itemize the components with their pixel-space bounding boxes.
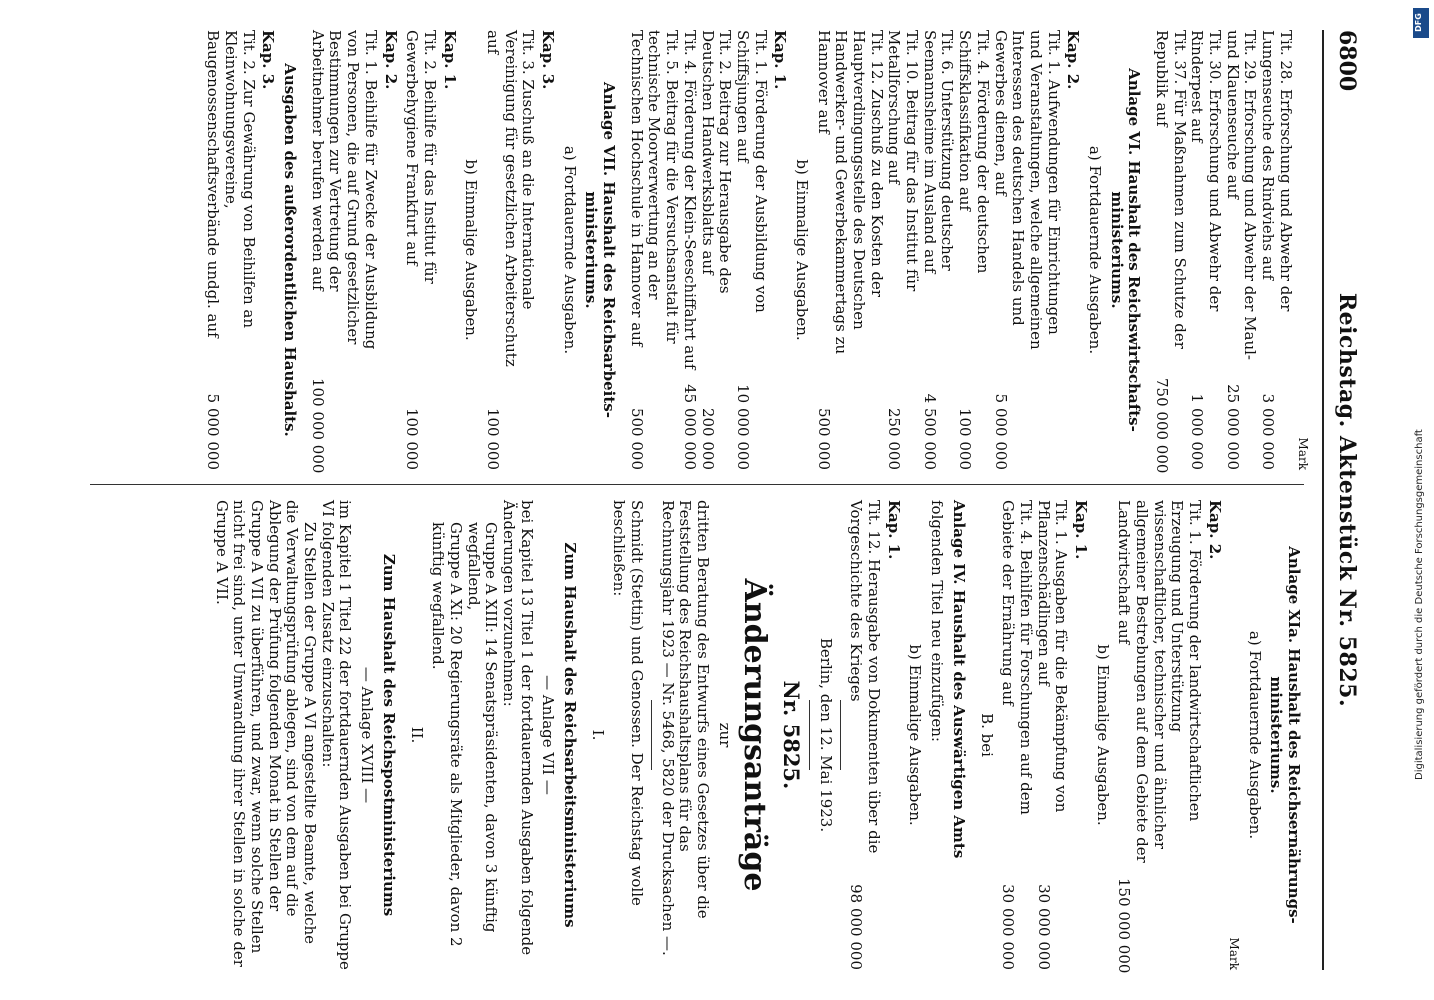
item-amount: 5 000 000: [204, 393, 223, 470]
budget-line-item: [1152, 30, 1189, 474]
anlage7-b-items: [403, 30, 438, 470]
budget-line-item: [1034, 500, 1069, 970]
section1-title: Zum Haushalt des Reichsarbeitsministeriums: [561, 542, 580, 928]
item-amount: 500 000: [814, 407, 833, 470]
document-page: [50, 0, 1384, 1000]
item-amount: 3 000 000: [1259, 393, 1278, 470]
item-amount: 5 000 000: [991, 393, 1010, 470]
item-text: Tit. 12. Herausgabe von Dokumenten über die Vorgeschichte des Krieges: [847, 500, 884, 854]
item-amount: 150 000 000: [1115, 878, 1134, 974]
separator-rule: [651, 700, 652, 770]
item-amount: 100 000: [403, 407, 422, 470]
unit-label: Mark: [1296, 437, 1310, 470]
anlage7-b2-items: [308, 30, 380, 474]
item-amount: 4 500 000: [920, 393, 939, 470]
budget-line-item: [627, 30, 680, 470]
item-amount: 30 000 000: [1034, 884, 1053, 970]
anlage4-intro: folgenden Titel neu einzufügen:: [928, 500, 947, 742]
section1-number: I.: [588, 729, 607, 741]
budget-line-item: [1188, 30, 1223, 470]
unit-label-right: Mark: [1226, 937, 1241, 970]
anlage7-a-heading: a) Fortdauernde Ausgaben.: [560, 145, 579, 355]
anlage4-items: [847, 500, 882, 970]
separator-rule: [840, 700, 841, 770]
item-amount: 30 000 000: [999, 884, 1018, 970]
budget-line-item: [403, 30, 438, 470]
item-text: Tit. 28. Erforschung und Abwehr der Lungenseuche des Rindviehs auf: [1259, 30, 1295, 312]
section1-body: bei Kapitel 13 Titel 1 der fortdauernden Ausgaben folgende Änderungen vorzunehmen:: [500, 500, 536, 956]
item-text: Tit. 4. Förderung der Klein-Seeschiffahrt auf: [680, 30, 699, 370]
anlage11-a-heading: a) Fortdauernde Ausgaben.: [1245, 630, 1264, 840]
item-amount: 100 000: [956, 407, 975, 470]
section2-anlage: — Anlage XVIII —: [358, 666, 377, 804]
ausserordentlich-heading: Ausgaben des außerordentlichen Haushalts.: [281, 63, 300, 437]
anlage7-title: Anlage VII. Haushalt des Reichsarbeits-ministeriums.: [582, 82, 619, 418]
budget-line-item: [1258, 30, 1293, 470]
anlage11-b-items: [999, 500, 1070, 970]
document-title: Änderungsanträge: [737, 578, 773, 892]
anlage7-items: [483, 30, 536, 470]
budget-line-item: [1223, 30, 1258, 470]
running-title: Reichstag. Aktenstück Nr. 5825.: [1334, 292, 1360, 708]
item-text: Tit. 37. Für Maßnahmen zum Schutze der Republik auf: [1153, 30, 1189, 349]
section2-quote: Zu Stellen der Gruppe A VI angestellte Beamte, welche die Verwaltungsprüfung ablegen, sind von dem auf die Ablegung der Prüfung folgenden Monat in Stellen der Gruppe A VII zu überführen, und zwar, wenn solche Stellen nicht frei sind, unter Umwandlung ihrer Stellen in solche der Gruppe A VII.: [212, 500, 320, 967]
item-text: Tit. 10. Beitrag für das Institut für Metallforschung auf: [885, 30, 922, 292]
budget-line-item: [733, 30, 768, 470]
left-column: [70, 30, 1312, 474]
budget-line-item: [847, 500, 882, 970]
item-text: Tit. 3. Zuschuß an die Internationale Vereinigung für gesetzlichen Arbeiterschutz auf: [483, 30, 538, 367]
anlage11-title: Anlage XIa. Haushalt des Reichsernährungs-ministeriums.: [1267, 546, 1303, 924]
item-text: Tit. 4. Beihilfen für Forschungen auf dem Gebiete der Ernährung auf: [999, 500, 1035, 815]
column-divider: [90, 484, 1304, 485]
item-amount: 200 000: [698, 407, 717, 470]
anlage11-items: [1115, 500, 1205, 974]
b-bei: B. bei: [977, 713, 996, 757]
anlage6-title: Anlage VI. Haushalt des Reichswirtschafts-ministeriums.: [1107, 68, 1144, 432]
budget-line-item: [999, 500, 1034, 970]
anlage6-b-heading: b) Einmalige Ausgaben.: [792, 159, 811, 341]
item-text: Tit. 6. Unterstützung deutscher Seemannsheime im Ausland auf: [920, 30, 957, 274]
dfg-sidebar: [1408, 0, 1434, 1000]
document-number: Nr. 5825.: [779, 680, 805, 790]
anlage11-kap2: Kap. 2.: [1205, 500, 1224, 560]
date-line: Berlin, den 12. Mai 1923.: [816, 637, 835, 833]
budget-line-item: [483, 30, 536, 470]
page-header: [1322, 30, 1366, 970]
item-amount: 100 000: [483, 407, 502, 470]
budget-line-item: [1115, 500, 1205, 974]
item-text: Tit. 2. Zur Gewährung von Beihilfen an Kleinwohnungsvereine, Baugenossenschaftsverbände undgl. auf: [204, 30, 258, 338]
anlage6-b-items: [627, 30, 769, 470]
item-text: Tit. 1. Förderung der landwirtschaftlichen Erzeugung und Unterstützung wissenschaftlicher, technischer und ähnlicher allgemeiner Bestrebungen auf dem Gebiete der Landwirtschaft auf: [1115, 500, 1205, 863]
item-amount: 100 000 000: [308, 378, 327, 474]
ao-items: [204, 30, 257, 470]
budget-line-item: [814, 30, 885, 470]
separator-rule: [809, 700, 810, 770]
anlage6-kap1: Kap. 1.: [771, 30, 790, 90]
right-column: [70, 500, 1312, 974]
item-amount: 1 000 000: [1188, 393, 1207, 470]
anlage11-kap1: Kap. 1.: [1071, 500, 1090, 560]
item-amount: 750 000 000: [1153, 378, 1172, 474]
dfg-logo: DFG: [1413, 8, 1429, 38]
section1-group1: Gruppe A XIII: 14 Senatspräsidenten, davon 3 künftig wegfallend,: [464, 522, 501, 933]
item-text: Tit. 1. Aufwendungen für Einrichtungen und Veranstaltungen, welche allgemeinen Interessen des deutschen Handels und Gewerbes dienen, auf: [991, 30, 1063, 350]
item-amount: 45 000 000: [680, 384, 699, 470]
anlage7-kap1: Kap. 1.: [440, 30, 459, 90]
budget-line-item: [991, 30, 1062, 470]
budget-line-item: [920, 30, 955, 470]
anlage7-kap3: Kap. 3.: [539, 30, 558, 90]
item-text: Tit. 30. Erforschung und Abwehr der Rinderpest auf: [1188, 30, 1225, 312]
budget-line-item: [204, 30, 257, 470]
anlage4-kap1: Kap. 1.: [884, 500, 903, 560]
section2-title: Zum Haushalt des Reichspostministeriums: [379, 553, 398, 917]
section1-group2: Gruppe A XI: 20 Regierungsräte als Mitglieder, davon 2 künftig wegfallend.: [429, 522, 465, 947]
anlage11-b-heading: b) Einmalige Ausgaben.: [1093, 644, 1112, 826]
anlage6-items: [814, 30, 1062, 470]
item-amount: 500 000: [627, 407, 646, 470]
anlage7-b-heading: b) Einmalige Ausgaben.: [462, 159, 481, 341]
page-number: 6800: [1334, 30, 1360, 92]
anlage7-kap2: Kap. 2.: [381, 30, 400, 90]
budget-line-item: [698, 30, 733, 470]
budget-line-item: [955, 30, 990, 470]
item-text: Tit. 2. Beihilfe für das Institut für Gewerbehygiene Frankfurt auf: [403, 30, 439, 284]
anlage4-title: Anlage IV. Haushalt des Auswärtigen Amts: [949, 500, 968, 859]
ao-kap3: Kap. 3.: [259, 30, 278, 90]
intro-paragraph: dritten Beratung des Entwurfs eines Gesetzes über die Feststellung des Reichshaushaltsplans für das Rechnungsjahr 1923 — Nr. 5468, 5820 der Drucksachen —.: [658, 500, 713, 956]
item-text: Tit. 1. Ausgaben für die Bekämpfung von Pflanzenschädlingen auf: [1034, 500, 1071, 813]
anlage6-kap2: Kap. 2.: [1064, 30, 1083, 90]
item-text: Tit. 5. Beitrag für die Versuchsanstalt für technische Moorverwertung an der Technischen Hochschule in Hannover auf: [627, 30, 682, 347]
budget-line-item: [680, 30, 698, 470]
item-text: Tit. 29. Erforschung und Abwehr der Maul- und Klauenseuche auf: [1223, 30, 1260, 360]
item-text: Tit. 12. Zuschuß zu den Kosten der Hauptverdingungsstelle des Deutschen Handwerker- und Gewerbekammertags zu Hannover auf: [814, 30, 886, 355]
zur-label: zur: [715, 722, 734, 748]
item-text: Tit. 2. Beitrag zur Herausgabe des Deutschen Handwerksblatts auf: [698, 30, 735, 294]
section2-number: II.: [407, 726, 426, 744]
item-amount: 25 000 000: [1223, 384, 1242, 470]
item-text: Tit. 1. Beihilfe für Zwecke der Ausbildung von Personen, die auf Grund gesetzlicher Bestimmungen zur Vertretung der Arbeitnehmer berufen werden auf: [308, 30, 380, 350]
item-amount: 250 000: [885, 407, 904, 470]
item-text: Tit. 1. Förderung der Ausbildung von Schiffsjungen auf: [733, 30, 770, 313]
top-items: [1152, 30, 1295, 474]
section1-anlage: — Anlage VII —: [539, 675, 558, 795]
budget-line-item: [885, 30, 920, 470]
anlage6-a-heading: a) Fortdauernde Ausgaben.: [1085, 145, 1104, 355]
proposer-line: Schmidt (Stettin) und Genossen. Der Reichstag wolle beschließen:: [610, 500, 647, 906]
item-amount: 98 000 000: [847, 884, 866, 970]
section2-body: im Kapitel 1 Titel 22 der fortdauernden Ausgaben bei Gruppe VI folgenden Zusatz einzuschalten:: [318, 500, 355, 970]
item-amount: 10 000 000: [733, 384, 752, 470]
item-text: Tit. 4. Förderung der deutschen Schiffsklassifikation auf: [956, 30, 992, 274]
budget-line-item: [308, 30, 380, 474]
dfg-credit: Digitalisierung gefördert durch die Deutsche Forschungsgemeinschaft: [1414, 429, 1425, 780]
anlage4-b-heading: b) Einmalige Ausgaben.: [906, 644, 925, 826]
